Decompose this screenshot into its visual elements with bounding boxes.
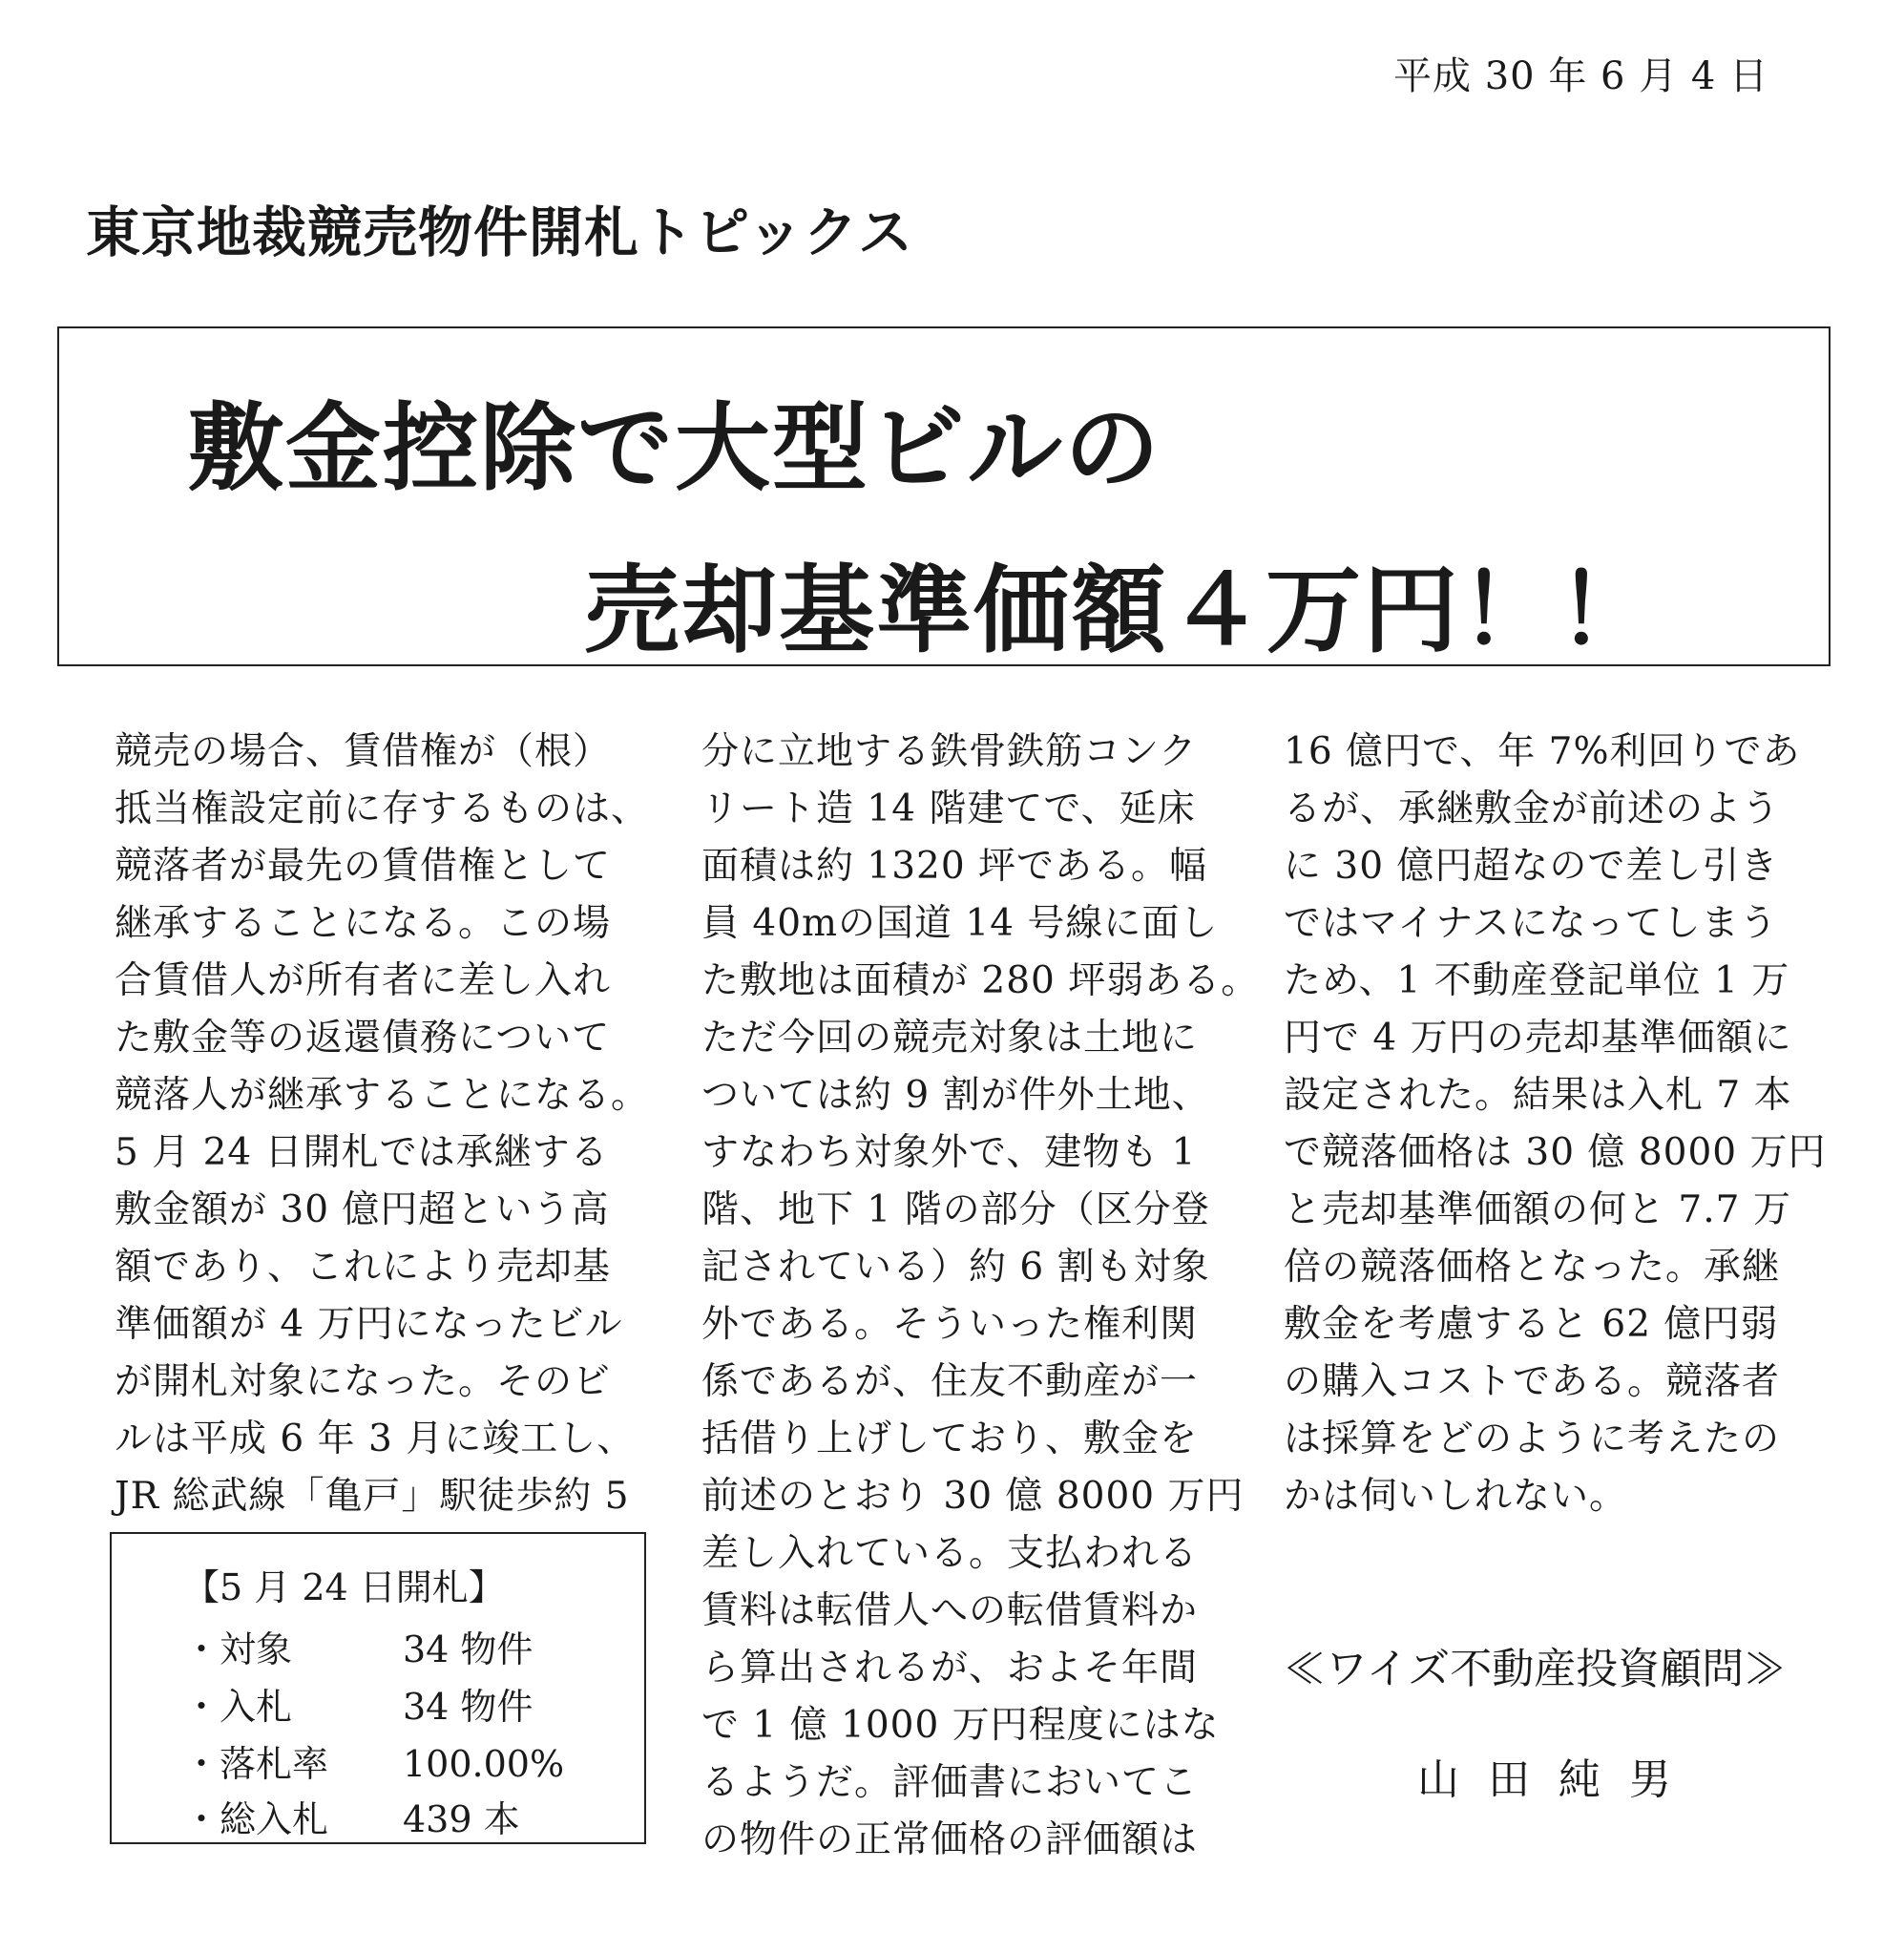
text-line: ただ今回の競売対象は土地に	[701, 1017, 1199, 1060]
summary-label: ・入札	[183, 1686, 293, 1728]
text-line: 合賃借人が所有者に差し入れ	[115, 959, 612, 1002]
text-line: 員 40mの国道 14 号線に面し	[701, 902, 1219, 945]
text-line: 差し入れている。支払われる	[701, 1532, 1199, 1575]
auction-summary-box	[110, 1532, 646, 1844]
text-line: 円で 4 万円の売却基準価額に	[1284, 1017, 1792, 1060]
text-line: で 1 億 1000 万円程度にはな	[701, 1704, 1220, 1747]
text-line: 敷金を考慮すると 62 億円弱	[1284, 1303, 1779, 1346]
headline-line-2: 売却基準価額４万円！！	[584, 555, 1655, 666]
text-line: 倍の競落価格となった。承継	[1284, 1246, 1781, 1289]
text-line: 5 月 24 日開札では承継する	[115, 1131, 609, 1174]
text-line: るが、承継敷金が前述のよう	[1284, 788, 1781, 830]
text-line: ではマイナスになってしまう	[1284, 902, 1778, 945]
text-line: リート造 14 階建てで、延床	[701, 788, 1196, 830]
summary-label: ・総入札	[183, 1798, 329, 1840]
text-line: 準価額が 4 万円になったビル	[115, 1303, 623, 1346]
text-line: 16 億円で、年 7%利回りであ	[1284, 730, 1801, 773]
text-line: 括借り上げしており、敷金を	[701, 1418, 1199, 1460]
author-name: 山田純男	[1417, 1755, 1700, 1804]
text-line: 継承することになる。この場	[115, 902, 612, 945]
issue-date: 平成 30 年 6 月 4 日	[1393, 54, 1769, 98]
text-line: 競落人が継承することになる。	[115, 1074, 650, 1117]
text-line: 設定された。結果は入札 7 本	[1284, 1074, 1792, 1117]
text-line: で競落価格は 30 億 8000 万円	[1284, 1131, 1827, 1174]
section-title: 東京地裁競売物件開札トピックス	[86, 201, 914, 264]
summary-row-target	[183, 1620, 533, 1675]
text-line: と売却基準価額の何と 7.7 万	[1284, 1188, 1791, 1231]
summary-row-rate	[183, 1734, 564, 1790]
article-column-2	[701, 724, 1260, 1869]
auction-summary-title: 【5 月 24 日開札】	[183, 1566, 505, 1608]
summary-label: ・落札率	[183, 1743, 329, 1785]
text-line: ついては約 9 割が件外土地、	[701, 1074, 1210, 1117]
summary-row-total	[183, 1790, 520, 1845]
text-line: の物件の正常価格の評価額は	[701, 1818, 1199, 1861]
text-line: 記されている）約 6 割も対象	[701, 1246, 1210, 1289]
text-line: ら算出されるが、およそ年間	[701, 1647, 1199, 1690]
text-line: の購入コストである。競落者	[1284, 1360, 1781, 1403]
text-line: た敷地は面積が 280 坪弱ある。	[701, 959, 1260, 1002]
text-line: 階、地下 1 階の部分（区分登	[701, 1188, 1210, 1231]
text-line: 外である。そういった権利関	[701, 1303, 1199, 1346]
summary-row-bids	[183, 1677, 533, 1732]
text-line: ため、1 不動産登記単位 1 万	[1284, 959, 1790, 1002]
text-line: に 30 億円超なので差し引き	[1284, 845, 1779, 888]
summary-value: 34 物件	[403, 1686, 534, 1728]
summary-value: 100.00%	[403, 1743, 565, 1785]
text-line: 分に立地する鉄骨鉄筋コンク	[701, 730, 1198, 773]
text-line: 賃料は転借人への転借賃料か	[701, 1589, 1199, 1632]
text-line: 敷金額が 30 億円超という高	[115, 1188, 610, 1231]
text-line: は採算をどのように考えたの	[1284, 1418, 1781, 1460]
text-line: JR 総武線「亀戸」駅徒歩約 5	[115, 1475, 630, 1518]
text-line: 面積は約 1320 坪である。幅	[701, 845, 1208, 888]
text-line: た敷金等の返還債務について	[115, 1017, 611, 1060]
text-line: 額であり、これにより売却基	[115, 1246, 612, 1289]
summary-value: 439 本	[403, 1798, 520, 1840]
text-line: すなわち対象外で、建物も 1	[701, 1131, 1197, 1174]
text-line: 前述のとおり 30 億 8000 万円	[701, 1475, 1245, 1518]
text-line: 抵当権設定前に存するものは、	[115, 788, 650, 830]
article-column-3	[1284, 724, 1827, 1525]
text-line: が開札対象になった。そのビ	[115, 1360, 612, 1403]
summary-value: 34 物件	[403, 1628, 534, 1670]
text-line: るようだ。評価書においてこ	[701, 1761, 1199, 1804]
text-line: 競落者が最先の賃借権として	[115, 845, 612, 888]
headline-box	[57, 326, 1831, 666]
headline-line-1: 敷金控除で大型ビルの	[188, 392, 1161, 504]
text-line: かは伺いしれない。	[1284, 1475, 1628, 1518]
summary-label: ・対象	[183, 1628, 293, 1670]
text-line: 係であるが、住友不動産が一	[701, 1360, 1199, 1403]
article-column-1	[115, 724, 650, 1525]
company-name: ≪ワイズ不動産投資顧問≫	[1284, 1645, 1787, 1693]
text-line: 競売の場合、賃借権が（根）	[115, 730, 612, 773]
text-line: ルは平成 6 年 3 月に竣工し、	[115, 1418, 636, 1460]
